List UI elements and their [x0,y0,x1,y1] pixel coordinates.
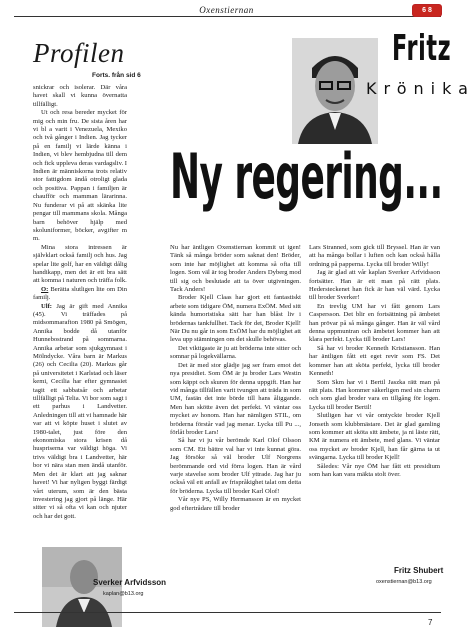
footer-rule [14,612,441,613]
author-email: oxenstiernan@b13.org [376,579,432,585]
paragraph: Jag är glad att vår kaplan Sverker Arfvidsson fortsätter. Han är ett man på rätt plats. Hedersteckenet han fick är han väl värd. Lycka till broder Sverker! [309,269,440,302]
paragraph: Så har vi ju vår berömde Karl Olof Olsson som CM. Ett bättre val har vi inte kunnat göra. Jag försöke så väl broder Ulf Norgrens berömmande ord vid förra logen. Han är vård varje stavelse som broder Ulf yttrade. Jag har ju också väl ett anfall av frispråkighet talat om detta för bröderna. Lycka till broder Karl Olof! [170,437,301,495]
continued-note: Forts. från sid 6 [92,72,141,79]
paragraph: En trevlig UM har vi fått genom Lars Caspersson. Det blir en fortsättning på ämbetet han prövar på så många gånger. Han är väl vård denna uppmuntran och ämbetet kommer han att klara perfekt. Lycka till broder Lars! [309,302,440,344]
headline: Ny regering... [170,140,443,213]
answer-label: Ulf: [41,302,52,310]
question-label: O: [41,285,49,293]
paragraph: Vår nye PS, Willy Hermansson är en mycket god eftertrådare till broder [170,496,301,512]
section-title: Profilen [33,38,125,68]
page-number: 7 [428,618,433,627]
right-article-column-1 [170,244,301,513]
right-article-column-2 [309,244,440,479]
photo-caption: Sverker Arfvidsson [93,578,167,587]
left-article-column [33,84,127,521]
publication-title: Oxenstiernan [199,5,254,15]
paragraph: Slutligen har vi vår omtyckte broder Kjell Jonseth som klubbmästare. Det är glad gamling som kommer att sköta sitt ämbete, ja ni läste rätt, KM är numera ett ämbete, med glans. Vi väntar oss mycket av broder Kjell, han får gärna ta ut svängarna. Lycka till broder Kjell! [309,412,440,462]
paragraph: Så har vi broder Kenneth Kristiansson. Han har äntligen fått ett eget revir som FS. Det kommer han att sköta perfekt, lycka till broder Kenneth! [309,344,440,378]
column-title: Fritz [392,28,452,69]
paragraph: Ut och resa bereder mycket för mig och min fru. De sista åren har vi bl a varit i Venezuela, Mexiko och två gånger i Indien. Jag tycker på en familj vi lärde känna i Indien, vi blev hembjudna till dem och fick uppleva deras vardagsliv. I Indien är människorna trots relativ stor fattigdom ändå otroligt glada och positiva. Pappan i familjen är chaufför och mamman lärarinna. Nu funderar vi på att skänka lite pengar till mammans skola. Många barn behöver hjälp med skoluniformer, böcker, avgifter m m. [33,109,127,243]
paragraph: Nu har äntligen Oxenstiernan kommit ut igen! Tänk så många bröder som saknat den! Bröder, som inte har möjlighet att komma så ofta till logen. Som väl är tog broder Anders Dyberg mod till sig och beslutade att ta över utgivningen. Tack Anders! [170,244,301,294]
paragraph: Således: Vår nye ÖM har fått ett presidium som han kan vara mäkta stolt över. [309,462,440,478]
paragraph: Mina stora intressen är självklart också familj och hus. Jag spelar lite golf, har en väldigt dålig handikapp, men det är ett bra sätt att komma i naturen och träffa folk. [33,243,127,285]
paragraph: Broder Kjell Claas har gjort ett fantastiskt arbete som tidigare ÖM, numera ExÖM. Med sitt kända humoristiska sätt har han blåst liv i brödernas tankfullhet. Tack för det, Broder Kjell! När Du nu går in som ExÖM har du möjlighet att leva upp stämningen om det skulle behövas. [170,294,301,344]
paragraph: Det är med stor glädje jag ser fram emot det nya presidiet. Som ÖM är ju broder Lars Westin som käppt och skuren för denna uppgift. Han har vid många tillfällen varit tvungen att träda in som UM, fastän det inte börde till hans åliggande. Men han skötte även det perfekt. Vi väntar oss mycket av honom. Han har nämligen STIL, om bröderna förstår vad jag menar. Lycka till Pu ..., förlåt broder Lars! [170,361,301,436]
portrait-photo-sverker [42,547,122,627]
answer-text: Jag är gift med Annika (45). Vi träffades på midsommarafton 1980 på Smögen, Annika bodde då utanför Hunnebostrand på sommarna. Annika arbetar som sjukgymnast i Mölndycke. Våra barn är Markus (26) och Cecilia (20). Markus går på universitetet i Karlstad och läser kemi, Cecilia har efter gymnasiet tagit ett sabbatsår och arbetar tillfälligt på Telia. Vi bor som sagt i ett parhus i Landvetter. Anledningen till att vi hamnade här var att vi köpte huset i slutet av 1980-talet, just före den ekonomiska stora krisen då husprisernа var väldigt höga. Vi trivs väldigt bra i Landvetter, här bor vi nära stan men ändå utanför. Men det är klart att jag saknar havet! Vi har nyligen byggt färdigt vårt uterum, som är den bästa investering jag gjort på länge. Här sitter vi så ofta vi kan och njuter och har det gott. [33,302,127,520]
author-signature: Fritz Shubert [394,566,444,575]
question-text: Berätta slutligen lite om Din familj. [33,285,127,302]
paragraph: snickrar och isolerar. Där våra havet skall vi kunna övernatta tillfälligt. [33,84,127,108]
paragraph: Som Skm har vi i Bertil Jaszka rätt man på rätt plats. Han kommer säkerligen med sin charm och som glad broder vara en tillgång för logen. Lycka till broder Bertil! [309,378,440,411]
column-subtitle: Krönika [366,79,475,98]
photo-email: kaplan@b13.org [103,591,144,597]
issue-badge: 6 8 [412,4,442,17]
paragraph: Det viktigaste är ju att brödernа inte sitter och somnar på logekvällarna. [170,344,301,361]
header-rule [14,16,441,17]
paragraph: Lars Stranned, som gick till Bryssel. Han är van att ha många bollar i luften och kan också hålla ordning på papperna. Lycka till broder Willy! [309,244,440,268]
